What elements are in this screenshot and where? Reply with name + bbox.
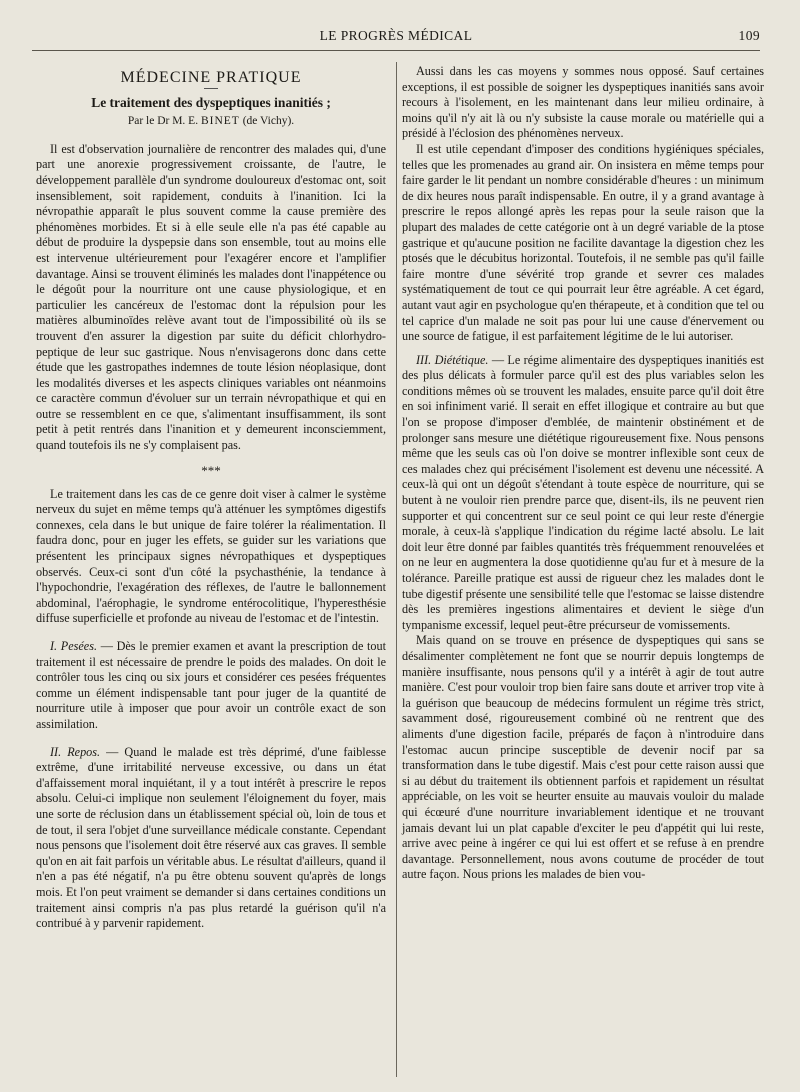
paragraph-treatment: Le traitement dans les cas de ce genre doit viser à calmer le système nerveux du sujet en même temps qu'à atténuer les symptômes digestifs connexes, cela dans le but unique de faire tolérer la réalimentation. Il faudra donc, pour en juger les effets, se guider sur les variations que présentent les principaux signes névropathiques et dyspeptiques observés. Ceux-ci sont d'un côté la psychasthénie, la tendance à l'hypochondrie, l'exagération des réflexes, de l'autre le ballonnement abdominal, l'aérophagie, le syndrome entérocolitique, l'hyperesthésie diffuse superficielle et profonde au niveau de l'estomac et de l'intestin.: [36, 486, 386, 626]
paragraph-isolement: Aussi dans les cas moyens y sommes nous opposé. Sauf certaines exceptions, il est possible de soigner les dyspeptiques inanitiés sans avoir recours à l'isolement, en les maintenant dans leur milieu ordinaire, à moins qu'il n'y ait là ou n'y subsiste la cause morale ou matérielle qui a présidé à l'éclosion des phénomènes nerveux.: [402, 64, 764, 141]
journal-title: LE PROGRÈS MÉDICAL: [319, 28, 473, 43]
section-title: MÉDECINE PRATIQUE: [120, 69, 302, 86]
article-byline: [36, 114, 386, 130]
column-divider: [396, 62, 397, 1077]
header-rule: [32, 50, 760, 51]
paragraph-regime: Mais quand on se trouve en présence de dyspeptiques qui sans se désalimenter complètement ne font que se nourrir depuis longtemps de manière insuffisante, nous pensons qu'il y a intérêt à agir de tout autre manière. C'est pour vouloir trop bien faire sans doute et arriver trop vite à la guérison que beaucoup de médecins formulent un régime très strict, savamment dosé, rigoureusement combiné où ne rentrent que des aliments d'une digestion facile, préparés de façon à n'introduire dans l'estomac aucun principe susceptible de devenir nocif par sa transformation dans le tube digestif. Mais c'est pour cette raison aussi que si au début du traitement ils obtiennent parfois et rapidement un résultat appréciable, on les voit se heurter ensuite au mauvais vouloir du malade qui écœuré d'une nourriture invariablement identique et ne trouvant jamais devant lui un plat capable d'exciter le peu d'appétit qui lui reste, arrive avec peine à ingérer ce qui lui est offert et se refuse à en prendre davantage. Personnellement, nous avons coutume de procéder de tout autre façon. Nous prions les malades de bien vou-: [402, 633, 764, 882]
repos-heading: II. Repos.: [50, 744, 101, 759]
byline-suffix: (de Vichy).: [242, 115, 295, 128]
repos-text: — Quand le malade est très déprimé, d'une faiblesse extrême, d'une irritabilité nerveuse excessive, ou dans un état d'affaissement moral inquiétant, il y a tout intérêt à prescrire le repos absolu. Celui-ci implique non seulement l'éloignement du foyer, mais une sorte de réclusion dans un établissement spécial où, loin de tous et de tout, il sera l'objet d'une surveillance médicale constante. Cependant nous pensons que l'isolement doit être réservé aux cas graves. Il semble qu'on en ait fait parfois un véritable abus. Le résultat d'ailleurs, quand il n'en a pas été négatif, n'a pu être obtenu souvent qu'après de longs mois. Et l'on peut vraiment se demander si dans certaines conditions un traitement ainsi compris n'a pas plus retardé la guérison qu'il n'a contribué à y parvenir rapidement.: [36, 744, 386, 931]
dietetique-text: — Le régime alimentaire des dyspeptiques inanitiés est des plus délicats à formuler parce qu'il est des plus variables selon les conditions mêmes où se trouvent les malades, ensuite parce qu'il doit être en soi infiniment varié. Il serait en effet illogique et contraire au but que l'on se propose d'imposer d'emblée, de maintenir obstinément et de prolonger sans mesure une diététique rigoureusement fixe. Nous pensons même que les seuls cas où l'on doive se montrer inflexible sont ceux de ces malades chez qui précisément l'isolement est devenu une nécessité. A ceux-là qui ont un dégoût s'étendant à toute espèce de nourriture, qui se butent à ne vouloir rien prendre parce que, disent-ils, ils ne peuvent rien supporter et qui concentrent sur ce seul point ce qui leur reste d'énergie morale, à ceux-là s'applique l'indication du régime lacté absolu. Le lait doit leur être donné par faibles quantités très fréquemment renouvelées et on ne leur en augmentera la dose quotidienne qu'au fur et à mesure de la tolérance. Pareille pratique est aussi de rigueur chez les malades dont le tube digestif présente une sensibilité telle que l'estomac se laisse distendre dès les premières ingestions alimentaires et devient le siège d'un tympanisme excessif, lequel peut-être précurseur de vomissements.: [402, 352, 764, 632]
paragraph-intro: Il est d'observation journalière de rencontrer des malades qui, d'une part une anorexie progressivement croissante, de l'autre, le développement parallèle d'un syndrome douloureux d'estomac ont, soit insensiblement, soit rapidement, conduits à l'inanition. Ici la névropathie apparaît le plus souvent comme la cause première des phénomènes morbides. Et si à elle seule elle n'a pas été capable au début de produire la dyspepsie dans son ensemble, tout au moins elle est intervenue ultérieurement pour l'exagérer encore et l'amplifier davantage. Ainsi se trouvent éliminés les malades dont l'inappétence ou le dégoût pour la nourriture ont une cause physiologique, et en particulier les cancéreux de l'estomac dont la répulsion pour les matières albuminoïdes relève avant tout de l'impossibilité où ils se trouvent d'en assurer la digestion par suite du déficit chlorhydro-peptique de leur suc gastrique. Nous n'envisagerons donc dans cette étude que les gastropathes indemnes de toute lésion néoplasique, dont les modalités diverses et les aspects cliniques variables ont néanmoins ce caractère commun d'évoluer sur un terrain névropathique et qui en outre se ressemblent en ce que, s'alimentant insuffisamment, ils sont petit à petit rentrés dans l'inanition et y demeurent inconsciemment, quand toutefois ils ne s'y complaisent pas.: [36, 141, 386, 453]
paragraph-pesees: [36, 639, 386, 733]
paragraph-dietetique: [402, 353, 764, 634]
running-head: [32, 28, 760, 50]
paragraph-repos: [36, 745, 386, 932]
right-column: [402, 64, 764, 883]
pesees-text: — Dès le premier examen et avant la prescription de tout traitement il est nécessaire de prendre le poids des malades. On doit le contrôler tous les cinq ou six jours et considérer ces pesées fréquentes comme un élément indispensable tant pour juger de la quantité de nourriture utile à imposer que pour avoir un contrôle exact de son assimilation.: [36, 639, 387, 731]
article-title: Le traitement des dyspeptiques inanitiés ;: [91, 94, 331, 110]
title-rule: [204, 88, 218, 89]
byline-author: BINET: [200, 115, 240, 128]
byline-prefix: Par le Dr M. E.: [127, 115, 199, 128]
paragraph-hygiene: Il est utile cependant d'imposer des conditions hygiéniques spéciales, telles que les promenades au grand air. On insistera en même temps pour faire garder le lit pendant un nombre considérable d'heures : un minimum de dix heures nous paraît indispensable. En outre, il y a grand avantage à prescrire le repos allongé après les repas pour la seule raison que la plupart des malades de cette catégorie ont à un degré variable de la ptose gastrique et qu'aucune position ne facilite davantage la digestion chez les ptosés que le décubitus horizontal. Toutefois, il ne semble pas qu'il faille faire montre d'une sévérité trop grande et sevrer ces malades systématiquement de tout ce qui pourrait leur être agréable. A cet égard, autant vaut agir en psychologue qu'en thérapeute, et à condition que tel ou tel caprice d'un malade ne soit pas pour lui une cause d'énervement ou une source de fatigue, il est parfaitement légitime de le lui autoriser.: [402, 141, 764, 344]
page-number: 109: [738, 28, 760, 43]
asterism-separator: ***: [201, 462, 221, 478]
left-column: [36, 64, 386, 932]
dietetique-heading: III. Diététique.: [416, 352, 489, 367]
pesees-heading: I. Pesées.: [50, 639, 98, 653]
